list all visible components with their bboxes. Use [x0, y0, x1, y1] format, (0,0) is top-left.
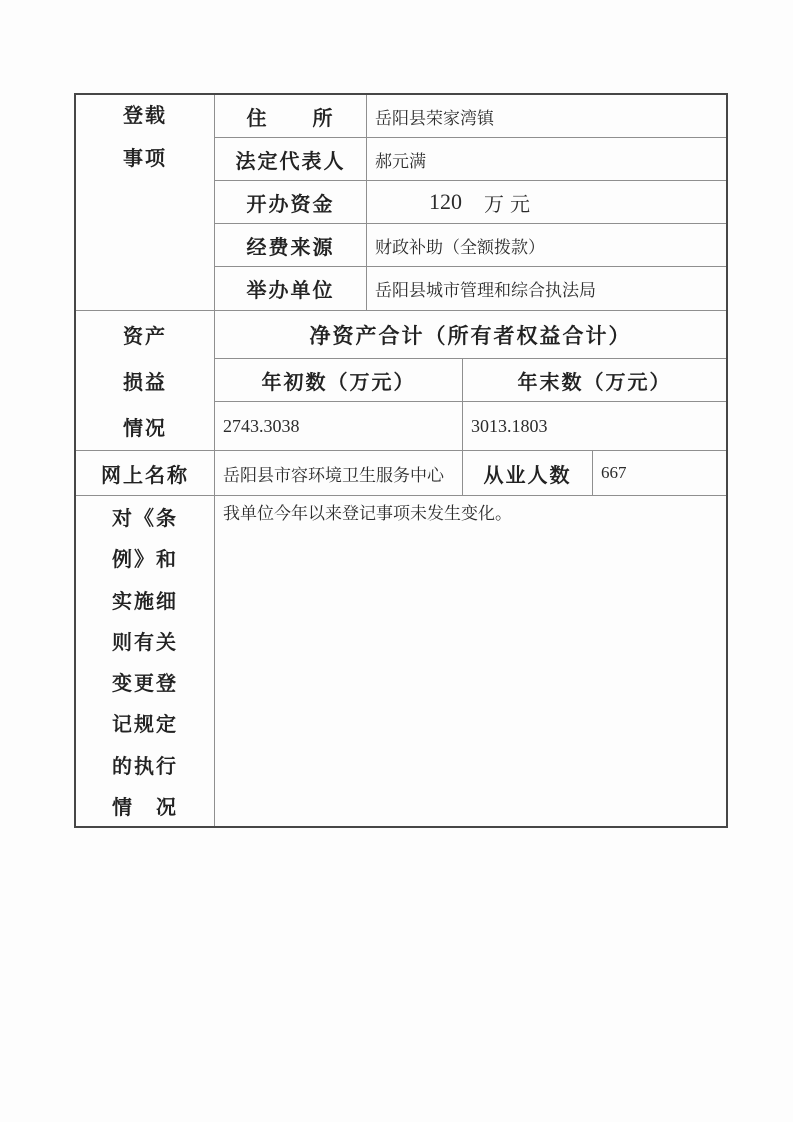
regulation-compliance-content: 我单位今年以来登记事项未发生变化。 [223, 504, 512, 523]
assets-header-line3: 情况 [123, 418, 167, 441]
funding-source-value: 财政补助（全额拨款） [367, 224, 726, 267]
annual-report-table [74, 93, 728, 828]
assets-header-line2: 损益 [123, 371, 167, 394]
organizer-value: 岳阳县城市管理和综合执法局 [367, 267, 726, 311]
organizer-label: 举办单位 [215, 267, 367, 311]
assets-header-line1: 资产 [123, 325, 167, 348]
startup-capital-amount: 120 [429, 189, 462, 214]
regulation-header-line6: 记规定 [112, 714, 178, 737]
regulation-header-line4: 则有关 [112, 631, 178, 654]
net-assets-total-header: 净资产合计（所有者权益合计） [215, 311, 726, 359]
registered-items-header-line1: 登载 [123, 105, 167, 127]
regulation-header-line8: 情 况 [112, 796, 178, 819]
registered-items-header-line2: 事项 [123, 148, 167, 170]
startup-capital-value [367, 181, 726, 224]
regulation-header-line5: 变更登 [112, 673, 178, 696]
assets-section-header [76, 311, 215, 451]
online-name-label: 网上名称 [76, 451, 215, 496]
regulation-header-line3: 实施细 [112, 590, 178, 613]
regulation-compliance-header [76, 496, 215, 826]
startup-capital-label: 开办资金 [215, 181, 367, 224]
legal-representative-label: 法定代表人 [215, 138, 367, 181]
online-name-value: 岳阳县市容环境卫生服务中心 [215, 451, 463, 496]
staff-count-value: 667 [593, 451, 726, 496]
regulation-header-line2: 例》和 [112, 549, 178, 572]
regulation-header-line7: 的执行 [112, 755, 178, 778]
legal-representative-value: 郝元满 [367, 138, 726, 181]
startup-capital-unit: 万元 [484, 193, 536, 216]
registered-items-header [76, 95, 215, 311]
end-of-year-value: 3013.1803 [463, 402, 726, 451]
staff-count-label: 从业人数 [463, 451, 593, 496]
beginning-of-year-label: 年初数（万元） [215, 359, 463, 402]
residence-label: 住 所 [215, 95, 367, 138]
end-of-year-label: 年末数（万元） [463, 359, 726, 402]
beginning-of-year-value: 2743.3038 [215, 402, 463, 451]
regulation-header-line1: 对《条 [112, 508, 178, 531]
residence-value: 岳阳县荣家湾镇 [367, 95, 726, 138]
funding-source-label: 经费来源 [215, 224, 367, 267]
